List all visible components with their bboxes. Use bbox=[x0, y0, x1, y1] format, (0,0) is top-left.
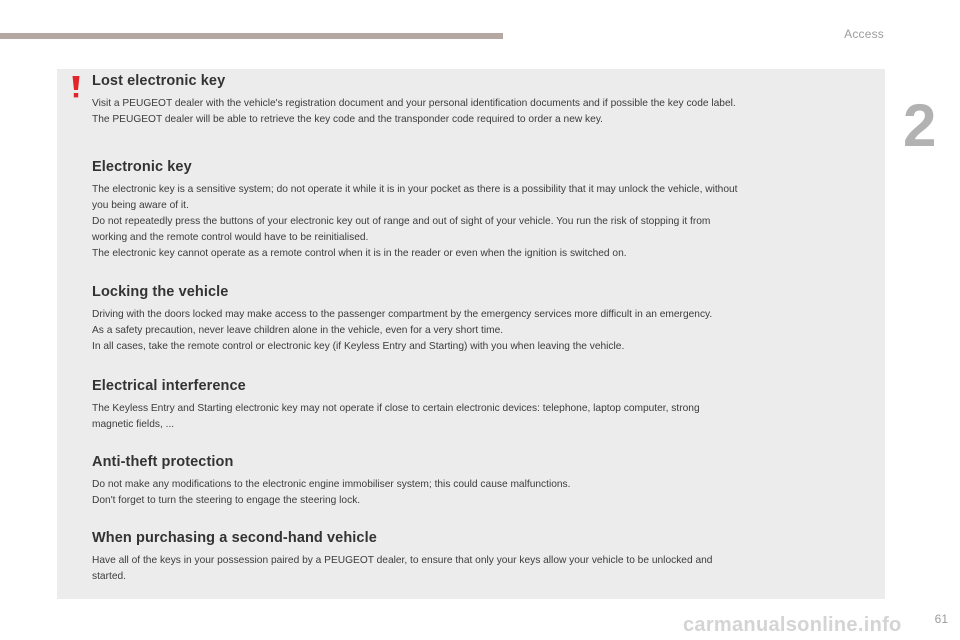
section-text bbox=[92, 307, 877, 355]
section-second-hand-vehicle bbox=[92, 530, 877, 585]
text-line: magnetic fields, ... bbox=[92, 419, 175, 430]
section-heading: Anti-theft protection bbox=[92, 454, 234, 470]
page-number: 61 bbox=[934, 612, 948, 626]
section-heading: Electronic key bbox=[92, 159, 192, 175]
text-line: started. bbox=[92, 571, 126, 582]
section-text bbox=[92, 182, 877, 262]
header-accent-bar bbox=[0, 33, 503, 39]
section-text bbox=[92, 477, 877, 509]
section-title: Access bbox=[844, 27, 884, 41]
chapter-number: 2 bbox=[903, 92, 937, 159]
watermark: carmanualsonline.info bbox=[683, 614, 902, 636]
section-electrical-interference bbox=[92, 378, 877, 433]
section-text bbox=[92, 553, 877, 585]
section-lost-electronic-key bbox=[92, 73, 877, 128]
text-line: The Keyless Entry and Starting electronic key may not operate if close to certain electronic devices: telephone, laptop computer, strong bbox=[92, 403, 700, 414]
section-heading: When purchasing a second-hand vehicle bbox=[92, 530, 377, 546]
text-line: Visit a PEUGEOT dealer with the vehicle's registration document and your personal identification documents and if possible the key code label. bbox=[92, 98, 736, 109]
text-line: The electronic key cannot operate as a remote control when it is in the reader or even when the ignition is switched on. bbox=[92, 248, 627, 259]
text-line: Have all of the keys in your possession paired by a PEUGEOT dealer, to ensure that only your keys allow your vehicle to be unlocked and bbox=[92, 555, 713, 566]
text-line: In all cases, take the remote control or electronic key (if Keyless Entry and Starting) with you when leaving the vehicle. bbox=[92, 341, 625, 352]
text-line: The electronic key is a sensitive system; do not operate it while it is in your pocket as there is a possibility that it may unlock the vehicle, without bbox=[92, 184, 738, 195]
text-line: As a safety precaution, never leave children alone in the vehicle, even for a very short time. bbox=[92, 325, 504, 336]
section-text bbox=[92, 401, 877, 433]
warning-panel bbox=[57, 69, 885, 599]
section-heading: Lost electronic key bbox=[92, 73, 226, 89]
text-line: you being aware of it. bbox=[92, 200, 189, 211]
text-line: working and the remote control would have to be reinitialised. bbox=[92, 232, 369, 243]
text-line: Do not repeatedly press the buttons of your electronic key out of range and out of sight of your vehicle. You run the risk of stopping it from bbox=[92, 216, 711, 227]
text-line: Driving with the doors locked may make access to the passenger compartment by the emergency services more difficult in an emergency. bbox=[92, 309, 713, 320]
text-line: The PEUGEOT dealer will be able to retrieve the key code and the transponder code required to order a new key. bbox=[92, 114, 603, 125]
text-line: Do not make any modifications to the electronic engine immobiliser system; this could cause malfunctions. bbox=[92, 479, 571, 490]
section-heading: Locking the vehicle bbox=[92, 284, 229, 300]
section-anti-theft-protection bbox=[92, 454, 877, 509]
section-locking-the-vehicle bbox=[92, 284, 877, 355]
section-text bbox=[92, 96, 877, 128]
exclamation-warning-icon bbox=[70, 75, 82, 99]
text-line: Don't forget to turn the steering to engage the steering lock. bbox=[92, 495, 361, 506]
section-electronic-key bbox=[92, 159, 877, 262]
section-heading: Electrical interference bbox=[92, 378, 246, 394]
